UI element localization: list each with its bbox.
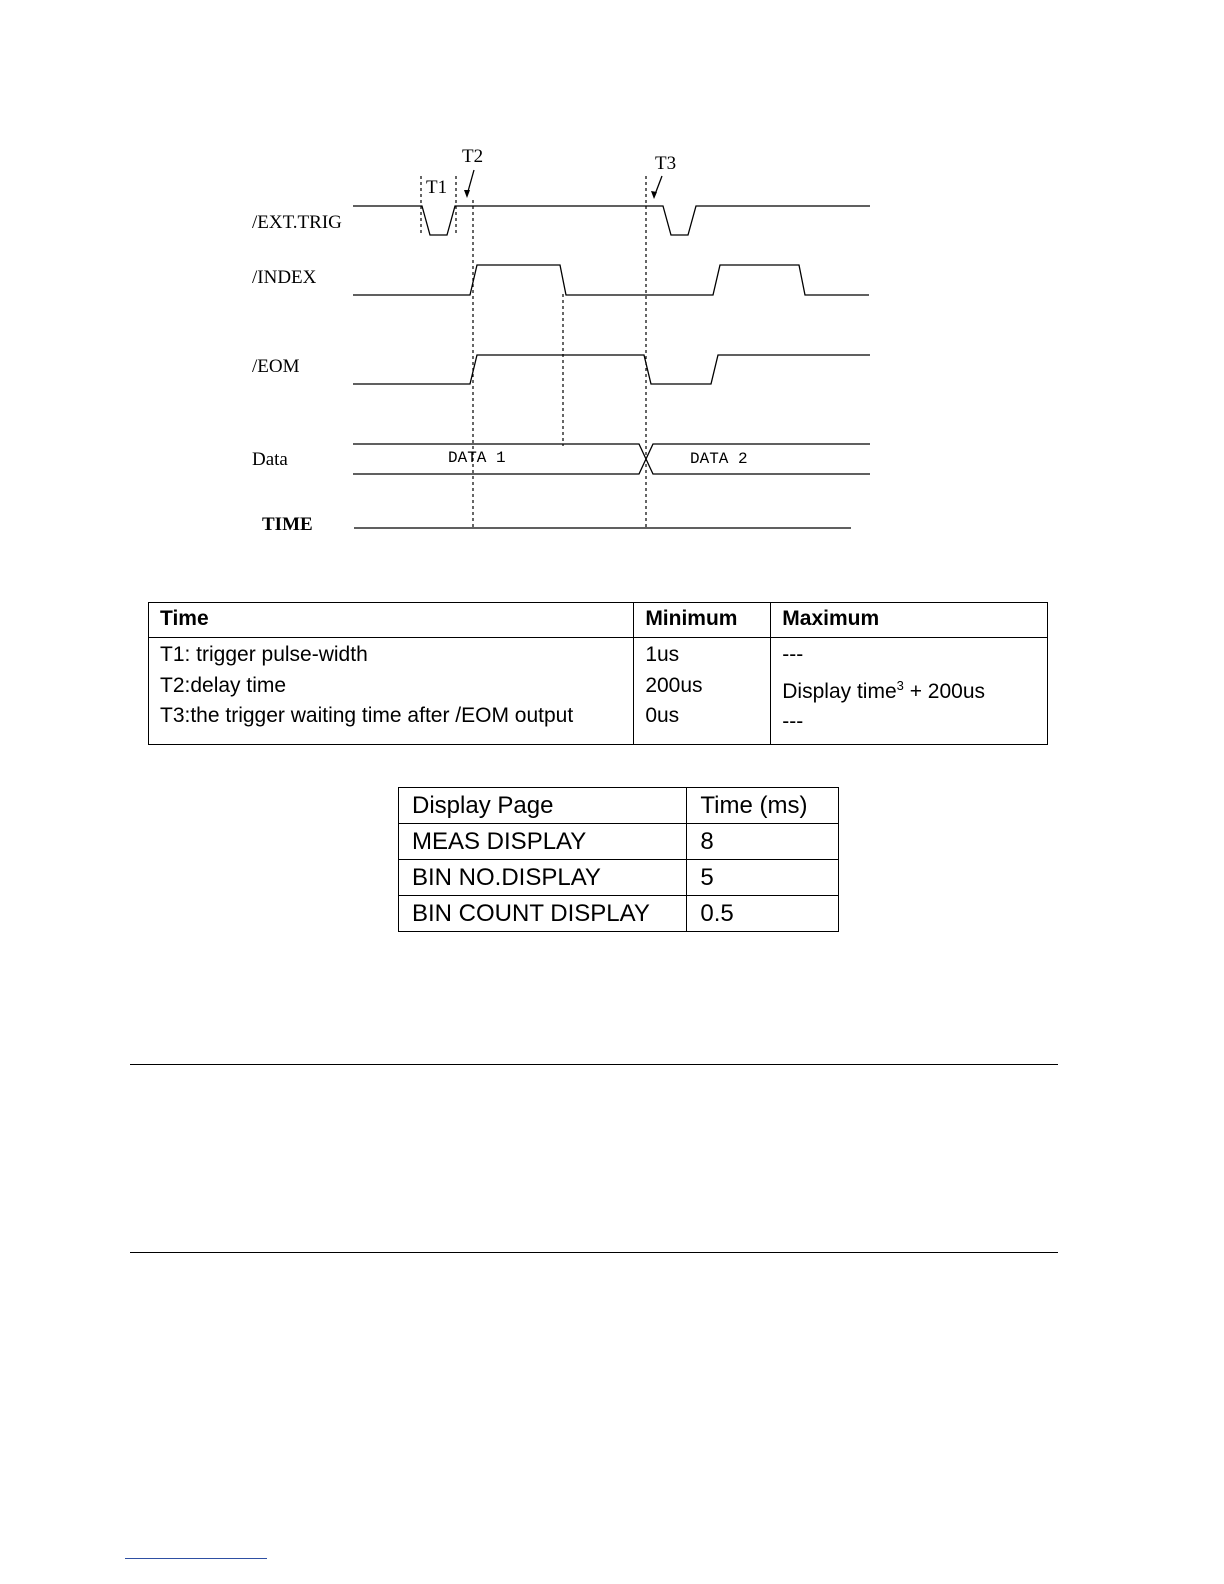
row-t2-min: 200us xyxy=(645,673,703,697)
header-minimum: Minimum xyxy=(634,603,771,638)
display-time-cell: 0.5 xyxy=(687,896,839,932)
header-time-ms: Time (ms) xyxy=(687,788,839,824)
waveform-index xyxy=(353,265,869,295)
marker-t3-label: T3 xyxy=(655,153,677,174)
table-row xyxy=(399,896,839,932)
table-row xyxy=(149,638,1048,745)
horizontal-rule xyxy=(130,1064,1058,1065)
row-t3-time: T3:the trigger waiting time after /EOM output xyxy=(160,704,574,727)
maximum-column-cell xyxy=(771,638,1048,745)
row-t2-max-suffix: + 200us xyxy=(903,679,986,703)
row-t3-max: --- xyxy=(782,710,804,733)
footnote-separator xyxy=(125,1558,267,1559)
header-time: Time xyxy=(149,603,634,638)
display-time-cell: 5 xyxy=(687,860,839,896)
time-column-cell xyxy=(149,638,634,745)
table-header-row xyxy=(149,603,1048,638)
signal-label-data: Data xyxy=(252,449,288,470)
row-t2-max xyxy=(782,671,1036,708)
row-t3-min: 0us xyxy=(645,704,680,727)
display-time-table xyxy=(398,787,839,932)
waveform-ext-trig xyxy=(353,206,870,235)
timing-spec-table xyxy=(148,602,1048,745)
table-header-row xyxy=(399,788,839,824)
signal-label-ext-trig: /EXT.TRIG xyxy=(252,212,342,233)
waveform-eom xyxy=(353,355,870,384)
minimum-column-cell xyxy=(634,638,771,745)
signal-label-eom: /EOM xyxy=(252,356,300,377)
waveform-data-bus xyxy=(353,444,870,474)
row-t1-max: --- xyxy=(782,643,804,666)
display-page-cell: BIN COUNT DISPLAY xyxy=(399,896,687,932)
timing-diagram xyxy=(0,0,1224,560)
signal-label-index: /INDEX xyxy=(252,267,317,288)
display-page-cell: MEAS DISPLAY xyxy=(399,824,687,860)
marker-t3-arrow xyxy=(651,176,662,199)
row-t2-time: T2:delay time xyxy=(160,673,287,697)
marker-t2-arrow xyxy=(464,170,474,198)
row-t1-min: 1us xyxy=(645,643,680,666)
row-t1-time: T1: trigger pulse-width xyxy=(160,643,368,666)
header-maximum: Maximum xyxy=(771,603,1048,638)
display-page-cell: BIN NO.DISPLAY xyxy=(399,860,687,896)
data-segment-2: DATA 2 xyxy=(690,450,748,468)
display-time-cell: 8 xyxy=(687,824,839,860)
marker-t1-label: T1 xyxy=(426,177,448,198)
data-segment-1: DATA 1 xyxy=(448,449,506,467)
row-t2-max-text: Display time xyxy=(782,679,897,703)
horizontal-rule xyxy=(130,1252,1058,1253)
signal-label-time: TIME xyxy=(262,514,313,535)
table-row xyxy=(399,824,839,860)
header-display-page: Display Page xyxy=(399,788,687,824)
marker-t2-label: T2 xyxy=(462,146,484,167)
table-row xyxy=(399,860,839,896)
dashed-markers xyxy=(421,176,646,528)
footnote-ref: 3 xyxy=(896,677,904,693)
